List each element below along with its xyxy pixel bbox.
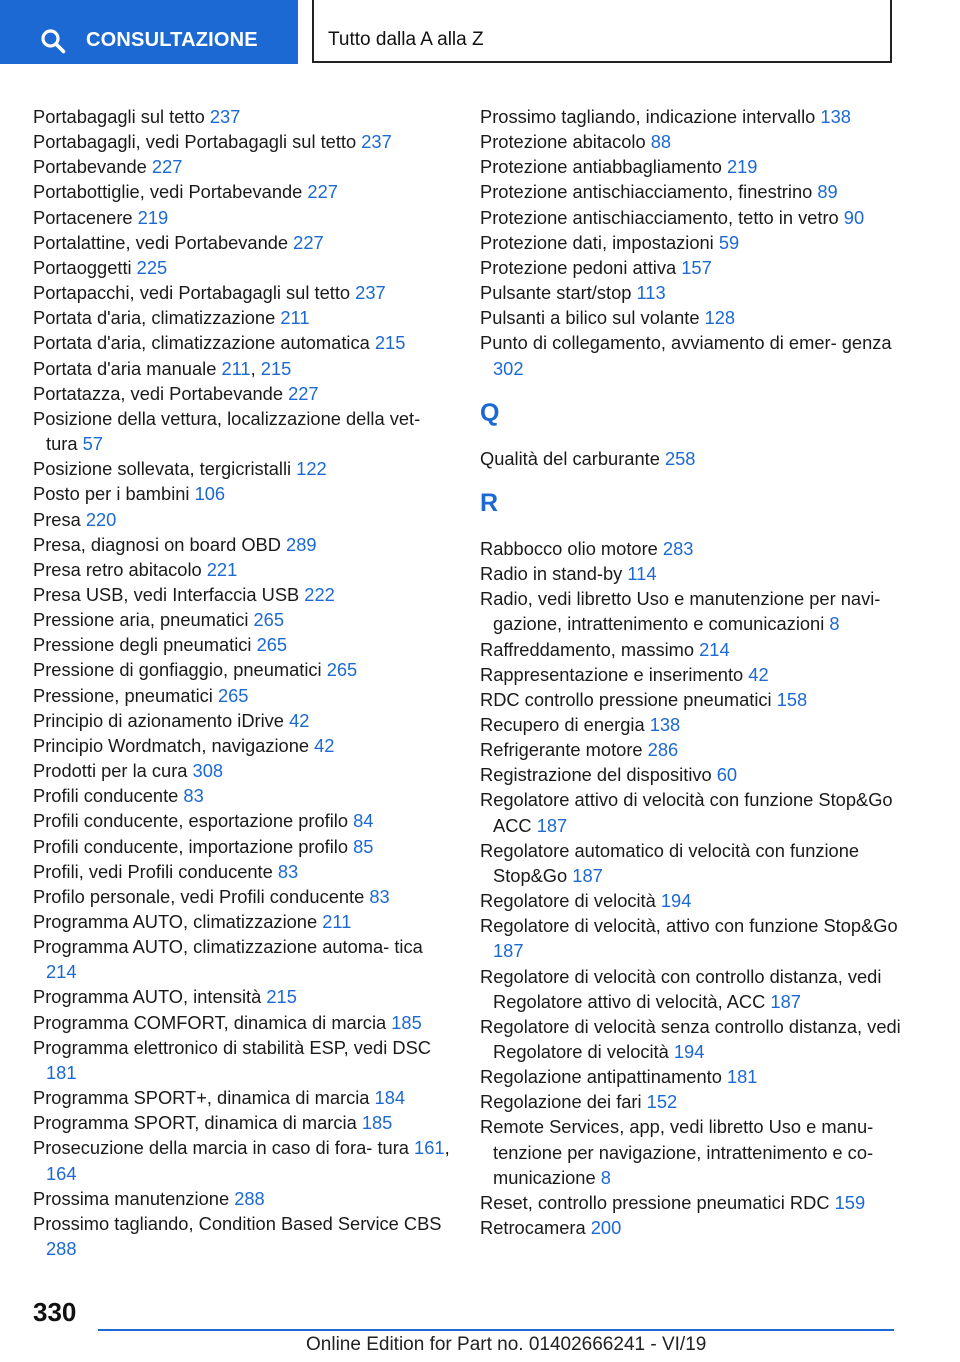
- entry-term: Regolatore di velocità: [480, 890, 661, 912]
- edition-text: Online Edition for Part no. 01402666241 - VI/19: [306, 1334, 707, 1355]
- page-link[interactable]: 164: [46, 1162, 77, 1184]
- page-link[interactable]: 106: [194, 483, 226, 505]
- index-entry: [33, 632, 453, 657]
- entry-term: Portabagagli sul tetto: [33, 106, 210, 127]
- index-entry: [480, 179, 910, 204]
- page-link[interactable]: 308: [192, 760, 224, 782]
- page-link[interactable]: 84: [353, 810, 374, 832]
- index-entry: [480, 637, 910, 662]
- index-entry: [33, 104, 453, 129]
- entry-term: Punto di collegamento, avviamento di emer‐ genza: [480, 332, 892, 354]
- index-entry: [480, 787, 910, 837]
- breadcrumb[interactable]: [312, 0, 892, 63]
- entry-term: Qualità del carburante: [480, 447, 665, 469]
- entry-term: Programma AUTO, intensità: [33, 986, 267, 1008]
- index-entry: [33, 683, 453, 708]
- entry-term: Rappresentazione e inserimento: [480, 663, 749, 685]
- page-link[interactable]: 122: [296, 458, 327, 480]
- index-entry: [480, 561, 910, 586]
- index-entry: [33, 280, 453, 305]
- index-entry: [480, 305, 910, 330]
- index-entry: [33, 934, 453, 984]
- index-entry: [480, 205, 910, 230]
- index-entry: [480, 762, 910, 787]
- index-entry: [33, 708, 453, 733]
- index-entry: [33, 1110, 453, 1135]
- index-entry: [33, 481, 453, 506]
- page-link[interactable]: 83: [183, 785, 204, 807]
- page-link[interactable]: 113: [636, 282, 666, 304]
- index-entry: [33, 582, 453, 607]
- entry-term: Pressione di gonfiaggio, pneumatici: [33, 659, 327, 681]
- entry-term: Portatazza, vedi Portabevande: [33, 382, 289, 404]
- entry-term: Radio in stand-by: [480, 563, 628, 585]
- page-link[interactable]: 42: [748, 663, 769, 685]
- entry-term: Regolatore di velocità con controllo distanza, vedi Regolatore attivo di velocità, ACC: [480, 965, 882, 1012]
- page-link[interactable]: 184: [374, 1087, 406, 1109]
- index-entry: [480, 888, 910, 913]
- entry-term: Profili conducente, importazione profilo: [33, 835, 354, 857]
- page-link[interactable]: 8: [829, 613, 840, 635]
- entry-term: Registrazione del dispositivo: [480, 764, 717, 786]
- entry-term: Programma AUTO, climatizzazione automa‐ tica: [33, 936, 423, 958]
- entry-term: Regolatore di velocità senza controllo distanza, vedi Regolatore di velocità: [480, 1015, 901, 1062]
- entry-term: Protezione dati, impostazioni: [480, 231, 719, 253]
- page-link[interactable]: 83: [369, 885, 390, 907]
- page-link[interactable]: 215: [374, 332, 406, 354]
- page-link[interactable]: 60: [716, 764, 738, 786]
- section-letter-r: R: [480, 488, 499, 517]
- index-entry: [33, 909, 453, 934]
- entry-term: Posizione della vettura, localizzazione della vet‐ tura: [33, 407, 421, 455]
- index-entry: [480, 838, 910, 888]
- index-entry: [480, 536, 910, 561]
- entry-term: Raffreddamento, massimo: [480, 638, 700, 660]
- index-entry: [33, 984, 453, 1009]
- page-link[interactable]: 88: [650, 131, 672, 153]
- index-entry: [33, 607, 453, 632]
- entry-term: Regolazione antipattinamento: [480, 1066, 727, 1088]
- index-entry: [480, 1089, 910, 1114]
- page-link[interactable]: 265: [253, 609, 285, 631]
- index-entry: [33, 205, 453, 230]
- entry-term: Programma SPORT, dinamica di marcia: [33, 1112, 362, 1134]
- page-link[interactable]: 200: [590, 1217, 622, 1239]
- entry-term: Portata d'aria, climatizzazione automatica: [33, 332, 375, 354]
- entry-term: Programma elettronico di stabilità ESP, vedi DSC: [33, 1036, 431, 1058]
- entry-term: Remote Services, app, vedi libretto Uso e manu‐ tenzione per navigazione, intrattenimento e co‐ municazione: [480, 1116, 874, 1188]
- entry-term: Programma AUTO, climatizzazione: [33, 911, 323, 932]
- entry-term: Posto per i bambini: [33, 483, 195, 505]
- page-link[interactable]: 211: [322, 911, 352, 932]
- page-link[interactable]: 288: [46, 1238, 77, 1260]
- entry-term: Pressione aria, pneumatici: [33, 609, 254, 631]
- entry-term: Pulsante start/stop: [480, 282, 637, 304]
- index-entry: [480, 1114, 910, 1189]
- index-section-r: [480, 536, 910, 1240]
- entry-term: Regolatore attivo di velocità con funzione Stop&Go ACC: [480, 789, 893, 836]
- entry-term: Principio Wordmatch, navigazione: [33, 734, 315, 756]
- search-icon: [40, 28, 66, 54]
- entry-term: Regolatore di velocità, attivo con funzione Stop&Go: [480, 915, 898, 937]
- entry-term: Programma COMFORT, dinamica di marcia: [33, 1011, 392, 1033]
- entry-term: Presa: [33, 508, 86, 530]
- entry-term: Portata d'aria, climatizzazione: [33, 307, 281, 329]
- entry-term: Protezione pedoni attiva: [480, 256, 682, 278]
- index-entry: [480, 913, 910, 963]
- index-entry: [480, 446, 910, 471]
- index-entry: [33, 884, 453, 909]
- page-link[interactable]: 187: [770, 990, 801, 1012]
- page-link[interactable]: 258: [664, 447, 696, 469]
- page-link[interactable]: 237: [355, 282, 386, 304]
- page-link[interactable]: 227: [293, 231, 324, 253]
- page-link[interactable]: 194: [660, 890, 692, 912]
- page-link[interactable]: 90: [843, 206, 865, 228]
- index-entry: [33, 758, 453, 783]
- page-link[interactable]: 187: [493, 940, 524, 962]
- entry-term: Principio di azionamento iDrive: [33, 709, 290, 731]
- entry-term: Prossima manutenzione: [33, 1187, 235, 1209]
- page-link[interactable]: 225: [136, 256, 168, 278]
- page-link[interactable]: 227: [151, 156, 183, 178]
- page-link[interactable]: 219: [726, 156, 758, 178]
- page-link[interactable]: 152: [646, 1091, 678, 1113]
- entry-term: Pressione, pneumatici: [33, 684, 218, 706]
- index-entry: [480, 964, 910, 1014]
- page-link[interactable]: 181: [46, 1061, 77, 1083]
- page-link[interactable]: 215: [266, 986, 297, 1008]
- index-section-p: [480, 104, 910, 381]
- entry-term: Regolazione dei fari: [480, 1091, 647, 1113]
- footer-divider: [98, 1329, 894, 1331]
- index-entry: [33, 179, 453, 204]
- tab-consultazione[interactable]: [0, 0, 298, 64]
- page-link[interactable]: 288: [234, 1187, 265, 1209]
- index-entry: [480, 662, 910, 687]
- index-entry: [33, 1186, 453, 1211]
- entry-term: Pulsanti a bilico sul volante: [480, 307, 705, 329]
- entry-term: Protezione antischiacciamento, tetto in vetro: [480, 206, 844, 228]
- page-link[interactable]: 138: [649, 713, 681, 735]
- page-link[interactable]: 221: [206, 558, 238, 580]
- page-link[interactable]: 187: [572, 864, 603, 886]
- index-entry: [480, 154, 910, 179]
- index-entry: [33, 783, 453, 808]
- index-entry: [33, 733, 453, 758]
- index-entry: [33, 129, 453, 154]
- entry-term: Reset, controllo pressione pneumatici RDC: [480, 1191, 835, 1213]
- entry-term: Portaoggetti: [33, 256, 137, 278]
- index-entry: [33, 406, 453, 456]
- index-section-q: [480, 446, 910, 471]
- page-link[interactable]: 8: [600, 1166, 611, 1188]
- entry-term: Profili conducente, esportazione profilo: [33, 810, 354, 832]
- page-link[interactable]: 289: [286, 533, 317, 555]
- page-number: 330: [33, 1297, 77, 1327]
- index-entry: [480, 255, 910, 280]
- page-link[interactable]: 214: [46, 961, 77, 983]
- page-link[interactable]: 157: [681, 256, 712, 278]
- index-entry: [33, 1010, 453, 1035]
- page-link[interactable]: 181: [726, 1066, 758, 1088]
- entry-term: Protezione antischiacciamento, finestrino: [480, 181, 818, 203]
- index-entry: [33, 557, 453, 582]
- index-entry: [33, 834, 453, 859]
- index-entry: [480, 330, 910, 380]
- header: [0, 0, 960, 66]
- page-link[interactable]: 89: [817, 181, 838, 203]
- index-entry: [480, 104, 910, 129]
- index-entry: [33, 657, 453, 682]
- index-entry: [480, 1014, 910, 1064]
- index-entry: [480, 712, 910, 737]
- page-link[interactable]: 114: [627, 563, 657, 585]
- page-link[interactable]: 237: [209, 106, 241, 127]
- entry-term: Prodotti per la cura: [33, 760, 193, 782]
- index-column-right: [480, 104, 910, 1240]
- entry-term: Protezione abitacolo: [480, 131, 651, 153]
- index-entry: [480, 230, 910, 255]
- footer-edition: [306, 1334, 706, 1356]
- page-link[interactable]: 42: [289, 709, 310, 731]
- page-link[interactable]: 42: [314, 734, 335, 756]
- section-letter-q: Q: [480, 398, 500, 427]
- entry-term: Prossimo tagliando, Condition Based Service CBS: [33, 1212, 442, 1234]
- entry-term: Portata d'aria manuale: [33, 357, 222, 379]
- page-link[interactable]: 211: [221, 357, 251, 379]
- entry-term: Recupero di energia: [480, 713, 650, 735]
- index-column-left: [33, 104, 453, 1261]
- index-entry: [33, 330, 453, 355]
- page-link[interactable]: 222: [304, 583, 335, 605]
- entry-term: Programma SPORT+, dinamica di marcia: [33, 1087, 375, 1109]
- entry-term: Posizione sollevata, tergicristalli: [33, 458, 297, 480]
- entry-term: RDC controllo pressione pneumatici: [480, 688, 777, 710]
- entry-term: Presa retro abitacolo: [33, 558, 207, 580]
- breadcrumb-label: Tutto dalla A alla Z: [328, 29, 484, 50]
- page-link[interactable]: 59: [718, 231, 740, 253]
- index-entry: Prosecuzione della marcia in caso di fora‐ tura 161, 164: [33, 1137, 450, 1184]
- index-entry: [480, 129, 910, 154]
- page-link[interactable]: 185: [391, 1011, 422, 1033]
- index-entry: [480, 280, 910, 305]
- page-link[interactable]: 286: [647, 739, 679, 761]
- index-entry: [480, 1215, 910, 1240]
- page-link[interactable]: 185: [361, 1112, 393, 1134]
- entry-term: Prosecuzione della marcia in caso di fora‐ tura: [33, 1137, 415, 1159]
- page-link[interactable]: 215: [260, 357, 292, 379]
- page-link[interactable]: 214: [699, 638, 730, 660]
- page-link[interactable]: 220: [85, 508, 117, 530]
- entry-term: Refrigerante motore: [480, 739, 648, 761]
- entry-term: Regolatore automatico di velocità con funzione Stop&Go: [480, 839, 860, 886]
- entry-term: Portacenere: [33, 206, 138, 228]
- index-entry: [33, 808, 453, 833]
- page-link[interactable]: 187: [536, 814, 568, 836]
- entry-term: Profili conducente: [33, 785, 184, 807]
- index-entry: [33, 1211, 453, 1261]
- page-link[interactable]: 302: [493, 357, 524, 379]
- entry-term: Radio, vedi libretto Uso e manutenzione per navi‐ gazione, intrattenimento e comunicazioni: [480, 588, 881, 635]
- entry-term: Portabevande: [33, 156, 152, 178]
- entry-term: Protezione antiabbagliamento: [480, 156, 727, 178]
- tab-label: CONSULTAZIONE: [86, 29, 258, 51]
- index-entry: [33, 1085, 453, 1110]
- page-link[interactable]: 161: [414, 1137, 445, 1159]
- entry-term: Presa, diagnosi on board OBD: [33, 533, 287, 555]
- page-link[interactable]: 194: [673, 1041, 705, 1062]
- index-entry: [480, 1064, 910, 1089]
- index-entry: [33, 230, 453, 255]
- page-link[interactable]: 211: [280, 307, 310, 329]
- index-entry: [33, 456, 453, 481]
- page-link[interactable]: 227: [288, 382, 319, 404]
- page-link[interactable]: 265: [217, 684, 249, 706]
- entry-term: Pressione degli pneumatici: [33, 634, 257, 656]
- entry-term: Retrocamera: [480, 1217, 591, 1239]
- index-entry: [33, 1035, 453, 1085]
- entry-term: Portalattine, vedi Portabevande: [33, 231, 294, 253]
- index-entry: [33, 255, 453, 280]
- page-link[interactable]: 265: [256, 634, 288, 656]
- index-entry: [480, 687, 910, 712]
- index-entry: [33, 507, 453, 532]
- page-link[interactable]: 138: [820, 106, 851, 127]
- entry-term: Prossimo tagliando, indicazione intervallo: [480, 106, 821, 127]
- page-link[interactable]: 265: [326, 659, 358, 681]
- page-link[interactable]: 158: [776, 688, 808, 710]
- index-entry: [33, 532, 453, 557]
- index-entry: Portata d'aria manuale 211, 215: [33, 357, 292, 379]
- entry-term: Profilo personale, vedi Profili conducente: [33, 885, 370, 907]
- index-entry: [33, 381, 453, 406]
- page-link[interactable]: 283: [662, 537, 694, 559]
- entry-term: Profili, vedi Profili conducente: [33, 860, 278, 882]
- page-link[interactable]: 237: [361, 131, 392, 153]
- index-entry: [480, 737, 910, 762]
- page-link[interactable]: 85: [353, 835, 374, 857]
- entry-term: Portapacchi, vedi Portabagagli sul tetto: [33, 282, 356, 304]
- index-entry: [33, 305, 453, 330]
- page-link[interactable]: 57: [82, 433, 103, 455]
- page-link[interactable]: 159: [834, 1191, 866, 1213]
- page-link[interactable]: 83: [277, 860, 299, 882]
- page-link[interactable]: 128: [704, 307, 736, 329]
- index-entry: [33, 154, 453, 179]
- page-link[interactable]: 219: [137, 206, 169, 228]
- page-link[interactable]: 227: [307, 181, 338, 203]
- entry-term: Rabbocco olio motore: [480, 537, 663, 559]
- index-entry: [33, 859, 453, 884]
- entry-term: Portabottiglie, vedi Portabevande: [33, 181, 308, 203]
- index-entry: [480, 1190, 910, 1215]
- index-entry: [480, 586, 910, 636]
- entry-term: Presa USB, vedi Interfaccia USB: [33, 583, 305, 605]
- entry-term: Portabagagli, vedi Portabagagli sul tetto: [33, 131, 362, 153]
